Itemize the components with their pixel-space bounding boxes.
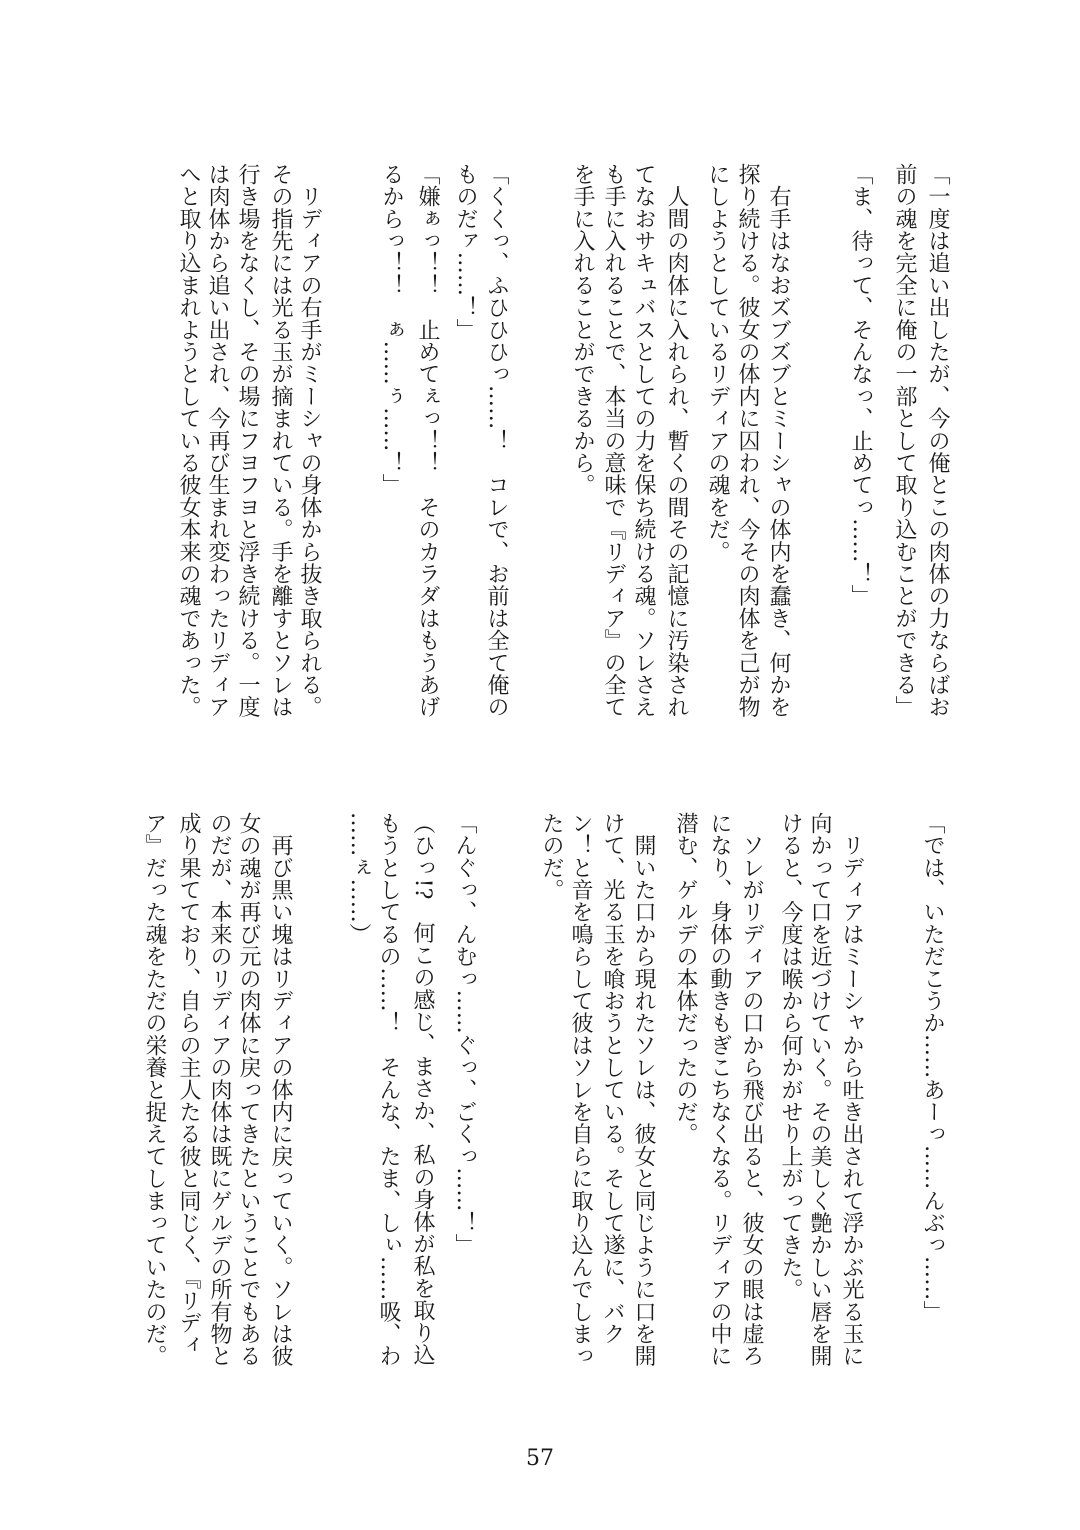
text-line: 「では、いただこうか……あーっ……んぶっ……」 (920, 812, 945, 1323)
text-line: たのだ。 (539, 812, 564, 901)
text-line: へと取り込まれようとしている彼女本来の魂であった。 (176, 163, 201, 718)
text-line: 再び黒い塊はリディアの体内に戻っていく。ソレは彼 (268, 812, 293, 1367)
text-line: （ひっ!? 何この感じ、まさか、私の身体が私を取り込 (410, 812, 435, 1366)
text-line: リディアはミーシャから吐き出されて浮かぶ光る玉に (839, 812, 864, 1367)
text-line: も手に入れることで、本当の意味で『リディア』の全て (601, 163, 626, 718)
text-line: 成り果てており、自らの主人たる彼と同じく、『リディ (176, 812, 201, 1356)
text-line: のだが、本来のリディアの肉体は既にゲルデの所有物と (207, 812, 232, 1367)
text-line: 「一度は追い出したが、今の俺とこの肉体の力ならばお (925, 163, 950, 718)
text-line: ア』だった魂をただの栄養と捉えてしまっていたのだ。 (142, 812, 167, 1367)
text-line: にしようとしているリディアの魂をだ。 (705, 163, 730, 563)
text-line: ものだァ……！」 (453, 163, 478, 341)
text-line: は肉体から追い出され、今再び生まれ変わったリディア (205, 163, 230, 718)
text-line: もうとしてるの……！ そんな、たま、しぃ……吸、わ (376, 812, 401, 1367)
text-line: になり、身体の動きもぎこちなくなる。リディアの中に (707, 812, 732, 1367)
text-line: 探り続ける。彼女の体内に囚われ、今その肉体を己が物 (735, 163, 760, 718)
text-line: 「ま、待って、そんなっ、止めてっ……！」 (848, 163, 873, 607)
text-line: 「嫌ぁっ！！ 止めてぇっ！！ そのカラダはもうあげ (415, 163, 440, 718)
text-line: を手に入れることができるから。 (570, 163, 595, 496)
text-line: 女の魂が再び元の肉体に戻ってきたということでもある (236, 812, 261, 1367)
text-line: 行き場をなくし、その場にフヨフヨと浮き続ける。一度 (235, 163, 260, 718)
text-line: 前の魂を完全に俺の一部として取り込むことができる」 (892, 163, 917, 718)
text-line: 人間の肉体に入れられ、暫くの間その記憶に汚染され (664, 163, 689, 718)
text-line: 開いた口から現れたソレは、彼女と同じように口を開 (631, 812, 656, 1367)
text-line: ン！と音を鳴らして彼はソレを自らに取り込んでしまっ (568, 812, 593, 1367)
text-line: けて、光る玉を喰おうとしている。そして遂に、バク (600, 812, 625, 1345)
text-line: 右手はなおズブズブとミーシャの体内を蠢き、何かを (766, 163, 791, 718)
text-line: るからっ！！ ぁ……ぅ……！」 (379, 163, 404, 496)
page-number: 57 (526, 1446, 554, 1471)
text-line: その指先には光る玉が摘まれている。手を離すとソレは (268, 163, 293, 718)
text-line: 「くくっ、ふひひひっ……！ コレで、お前は全て俺の (484, 163, 509, 718)
text-line: 「んぐっ、んむっ……ぐっ、ごくっ……！」 (452, 812, 477, 1256)
text-line: 向かって口を近づけていく。その美しく艶かしい唇を開 (807, 812, 832, 1367)
text-line: リディアの右手がミーシャの身体から抜き取られる。 (297, 163, 322, 718)
text-line: 潜む、ゲルデの本体だったのだ。 (673, 812, 698, 1145)
text-line: けると、今度は喉から何かがせり上がってきた。 (778, 812, 803, 1301)
text-line: ソレがリディアの口から飛び出ると、彼女の眼は虚ろ (739, 812, 764, 1367)
text-line: ……ぇ……） (346, 812, 371, 946)
text-line: てなおサキュバスとしての力を保ち続ける魂。ソレさえ (631, 163, 656, 718)
